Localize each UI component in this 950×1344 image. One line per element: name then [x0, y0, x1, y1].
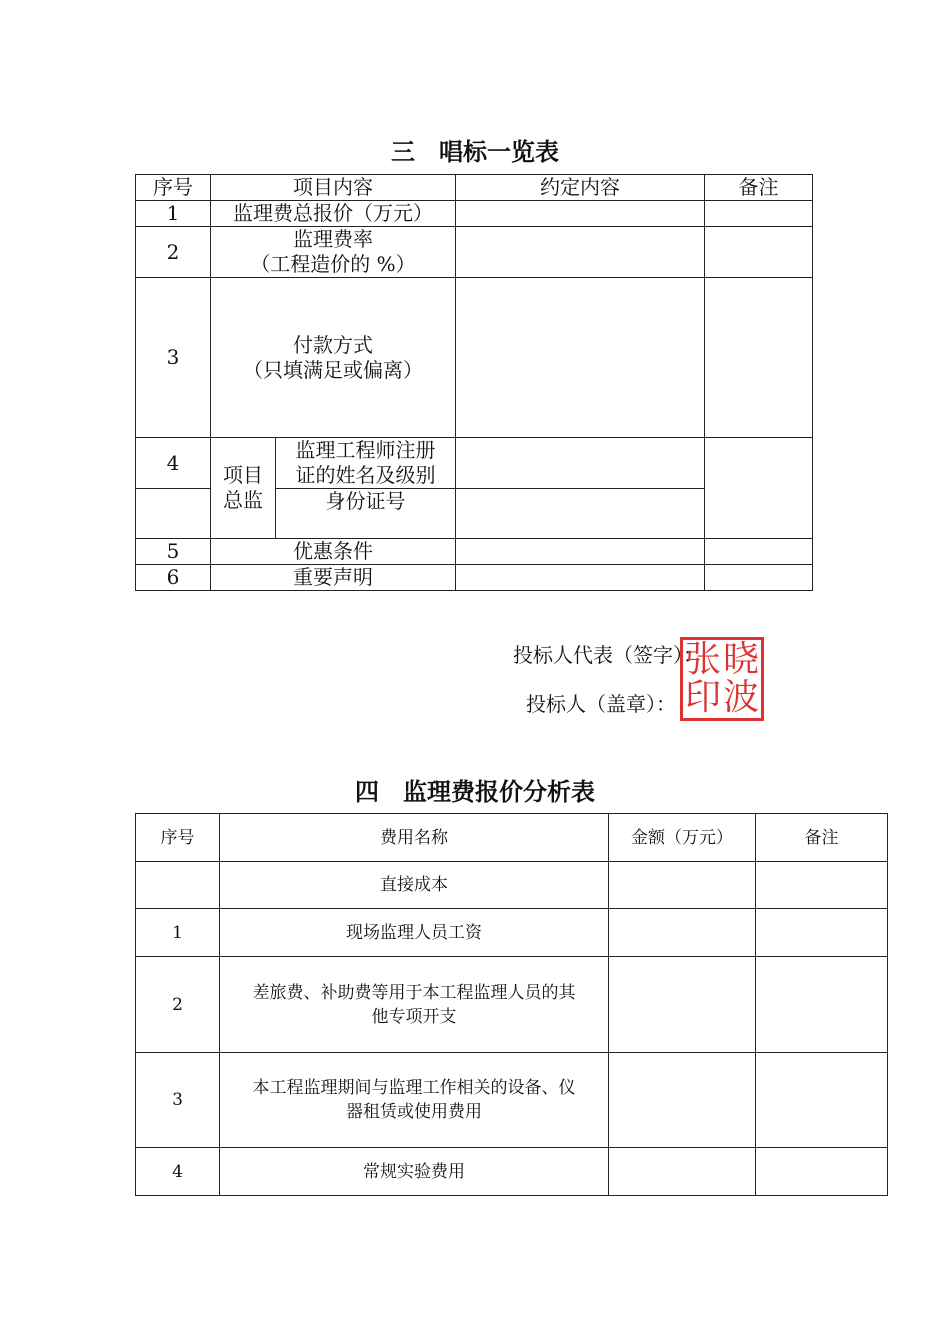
table-row — [136, 278, 813, 438]
row-number: 6 — [136, 565, 211, 591]
table-row — [136, 539, 813, 565]
remark-cell — [705, 201, 813, 227]
fee-name — [220, 1053, 609, 1148]
seal-char: 印 — [684, 677, 721, 718]
table-row — [136, 1053, 888, 1148]
row-item-line: 付款方式 — [293, 332, 373, 357]
table-header-row — [136, 814, 888, 862]
fee-name-line: 器租赁或使用费用 — [346, 1102, 482, 1122]
remark-cell — [705, 539, 813, 565]
fee-name — [220, 957, 609, 1053]
seal-char: 波 — [722, 677, 759, 718]
fee-name-line: 常规实验费用 — [363, 1161, 465, 1182]
remark-cell — [756, 909, 888, 957]
fee-name-line: 他专项开支 — [371, 1006, 457, 1027]
row-number: 4 — [136, 1148, 220, 1196]
row-number: 5 — [136, 539, 211, 565]
table-row — [136, 957, 888, 1053]
header-cell: 序号 — [136, 175, 211, 201]
header-cell: 备注 — [705, 175, 813, 201]
remark-cell — [756, 862, 888, 909]
amount-cell — [609, 862, 756, 909]
agreed-content-cell — [456, 278, 705, 438]
row-item — [211, 227, 456, 278]
remark-cell — [705, 278, 813, 438]
header-cell: 金额（万元） — [609, 814, 756, 862]
table-row — [136, 862, 888, 909]
table-row — [136, 201, 813, 227]
amount-cell — [609, 1148, 756, 1196]
group-line: 项目 — [223, 463, 263, 487]
remark-cell — [705, 438, 813, 539]
row-number — [136, 862, 220, 909]
fee-name — [220, 909, 609, 957]
table-row — [136, 565, 813, 591]
remark-cell — [756, 1053, 888, 1148]
section3-title: 三 唱标一览表 — [391, 138, 559, 166]
table-row — [136, 1148, 888, 1196]
remark-cell — [756, 1148, 888, 1196]
fee-name-line: 本工程监理期间与监理工作相关的设备、仪 — [252, 1078, 576, 1098]
fee-name-line: 直接成本 — [380, 875, 448, 895]
fee-name-line: 差旅费、补助费等用于本工程监理人员的其 — [252, 982, 576, 1003]
bid-summary-table — [135, 174, 813, 591]
sub-item-line: 证的姓名及级别 — [295, 463, 436, 487]
row-item: 重要声明 — [211, 565, 456, 591]
row-number: 3 — [136, 278, 211, 438]
table-row — [136, 909, 888, 957]
row-item-line: 监理费率 — [293, 227, 373, 251]
amount-cell — [609, 957, 756, 1053]
sub-item-line: 监理工程师注册 — [295, 438, 436, 462]
amount-cell — [609, 1053, 756, 1148]
header-cell: 费用名称 — [220, 814, 609, 862]
representative-signature-label: 投标人代表（签字）： — [513, 643, 703, 667]
agreed-content-cell — [456, 489, 705, 539]
remark-cell — [756, 957, 888, 1053]
fee-name — [220, 1148, 609, 1196]
fee-analysis-table — [135, 813, 888, 1196]
seal-char: 晓 — [722, 639, 759, 680]
seal-char: 张 — [684, 639, 721, 680]
header-cell: 备注 — [756, 814, 888, 862]
row-item-line: （只填满足或偏离） — [243, 357, 423, 382]
agreed-content-cell — [456, 565, 705, 591]
row-number — [136, 489, 211, 539]
amount-cell — [609, 909, 756, 957]
header-cell: 项目内容 — [211, 175, 456, 201]
row-item — [211, 278, 456, 438]
header-cell: 约定内容 — [456, 175, 705, 201]
sub-item: 身份证号 — [276, 489, 456, 539]
section4-title: 四 监理费报价分析表 — [355, 778, 595, 806]
row-number: 1 — [136, 201, 211, 227]
bidder-seal-label: 投标人（盖章）： — [526, 692, 676, 716]
row-number: 2 — [136, 957, 220, 1053]
group-line: 总监 — [223, 488, 263, 512]
row-number: 3 — [136, 1053, 220, 1148]
fee-name — [220, 862, 609, 909]
fee-name-line: 现场监理人员工资 — [346, 922, 482, 943]
row-item: 监理费总报价（万元） — [211, 201, 456, 227]
remark-cell — [705, 565, 813, 591]
header-cell: 序号 — [136, 814, 220, 862]
agreed-content-cell — [456, 438, 705, 489]
row-item: 优惠条件 — [211, 539, 456, 565]
row-number: 2 — [136, 227, 211, 278]
agreed-content-cell — [456, 539, 705, 565]
remark-cell — [705, 227, 813, 278]
row-number: 1 — [136, 909, 220, 957]
sub-item — [276, 438, 456, 489]
agreed-content-cell — [456, 201, 705, 227]
agreed-content-cell — [456, 227, 705, 278]
table-header-row — [136, 175, 813, 201]
red-seal-stamp — [680, 637, 764, 721]
table-row — [136, 438, 813, 489]
row-item-line: （工程造价的 %） — [250, 252, 416, 276]
table-row — [136, 227, 813, 278]
group-cell — [211, 438, 276, 539]
row-number: 4 — [136, 438, 211, 489]
